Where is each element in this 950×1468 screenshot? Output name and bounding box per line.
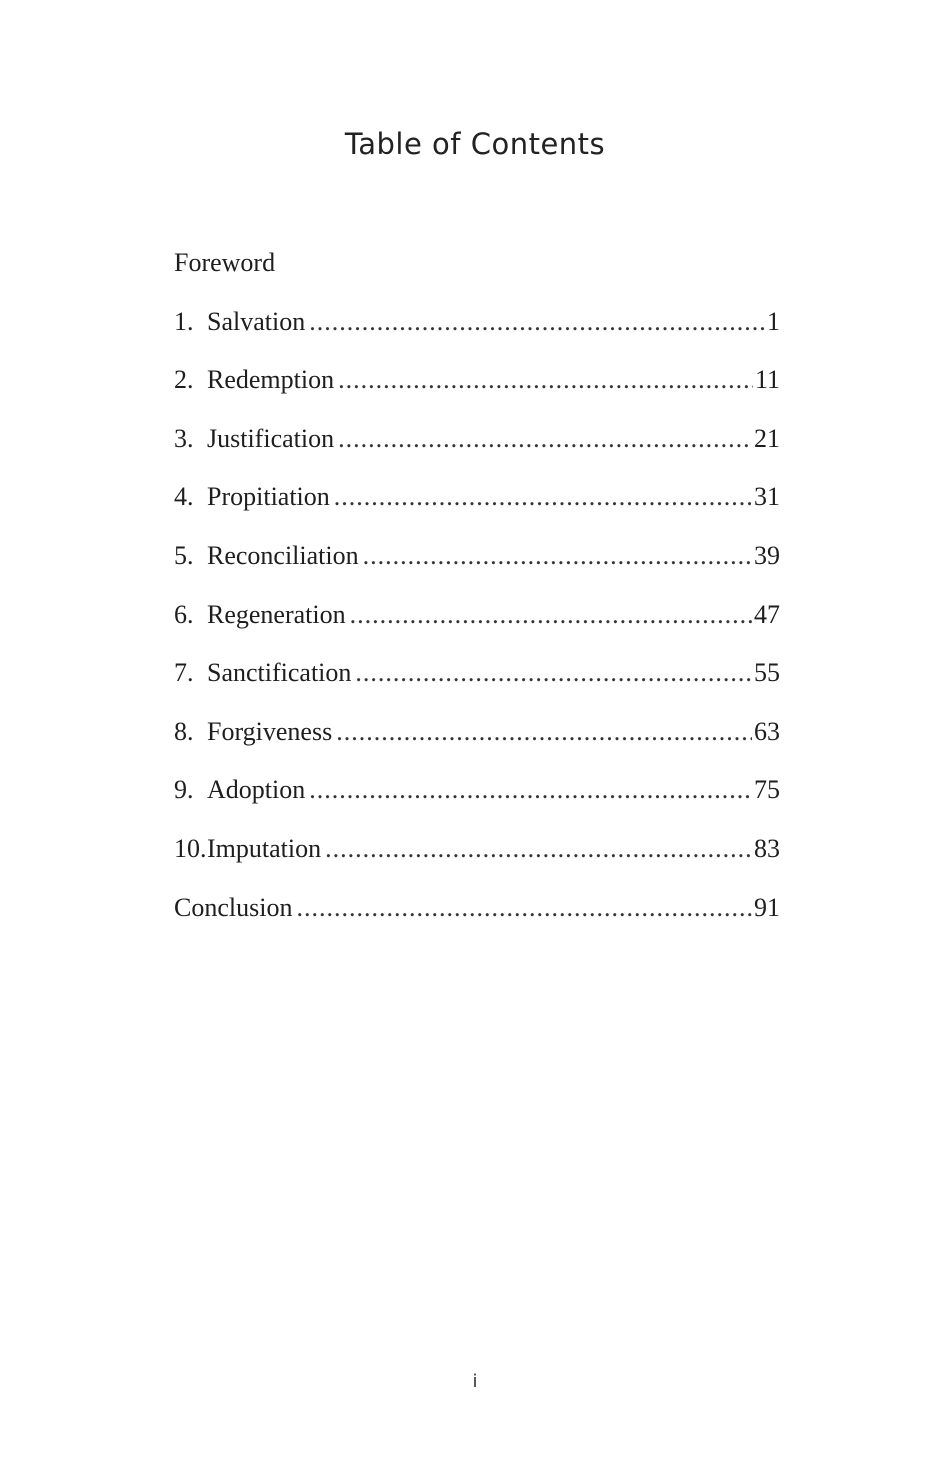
entry-page-number: 1 bbox=[767, 306, 780, 336]
dot-leader bbox=[296, 888, 752, 928]
entry-title: Adoption bbox=[207, 775, 306, 805]
entry-title: Sanctification bbox=[207, 658, 352, 688]
entry-page-number: 31 bbox=[754, 482, 780, 512]
entry-number: 1. bbox=[174, 306, 194, 336]
dot-leader bbox=[309, 302, 765, 342]
toc-entry[interactable] bbox=[174, 536, 780, 595]
entry-page-number: 21 bbox=[754, 423, 780, 453]
entry-title: Propitiation bbox=[207, 482, 330, 512]
page-title: Table of Contents bbox=[344, 127, 606, 161]
toc-entry[interactable] bbox=[174, 595, 780, 654]
page-number: i bbox=[472, 1371, 478, 1392]
entry-page-number: 75 bbox=[754, 775, 780, 805]
dot-leader bbox=[334, 477, 752, 517]
entry-number: 10. bbox=[174, 833, 207, 863]
dot-leader bbox=[336, 712, 752, 752]
entry-page-number: 11 bbox=[754, 365, 780, 395]
entry-title: Reconciliation bbox=[207, 540, 359, 570]
entry-page-number: 47 bbox=[754, 599, 780, 629]
toc-entry[interactable] bbox=[174, 770, 780, 829]
entry-number: 8. bbox=[174, 716, 194, 746]
entry-page-number: 83 bbox=[754, 833, 780, 863]
entry-title: Imputation bbox=[207, 833, 322, 863]
entry-number: 4. bbox=[174, 482, 194, 512]
entry-number: 6. bbox=[174, 599, 194, 629]
toc-entry[interactable] bbox=[174, 477, 780, 536]
toc-entry[interactable] bbox=[174, 360, 780, 419]
entry-title: Justification bbox=[207, 423, 335, 453]
entry-title: Conclusion bbox=[174, 892, 293, 922]
toc-entry[interactable] bbox=[174, 243, 780, 302]
entry-page-number: 91 bbox=[754, 892, 780, 922]
entry-page-number: 63 bbox=[754, 716, 780, 746]
dot-leader bbox=[355, 653, 752, 693]
toc-entry[interactable] bbox=[174, 419, 780, 478]
entry-number: 2. bbox=[174, 365, 194, 395]
entry-page-number: 55 bbox=[754, 658, 780, 688]
entry-number: 3. bbox=[174, 423, 194, 453]
toc-entry[interactable] bbox=[174, 712, 780, 771]
dot-leader bbox=[325, 829, 752, 869]
entry-title: Salvation bbox=[207, 306, 306, 336]
entry-title: Foreword bbox=[174, 248, 276, 277]
entry-title: Redemption bbox=[207, 365, 335, 395]
toc-entry[interactable] bbox=[174, 829, 780, 888]
toc-entry[interactable] bbox=[174, 653, 780, 712]
toc-entry[interactable] bbox=[174, 302, 780, 361]
dot-leader bbox=[338, 419, 752, 459]
entry-title: Forgiveness bbox=[207, 716, 333, 746]
entry-number: 9. bbox=[174, 775, 194, 805]
entry-number: 5. bbox=[174, 540, 194, 570]
entry-page-number: 39 bbox=[754, 540, 780, 570]
entry-title: Regeneration bbox=[207, 599, 346, 629]
dot-leader bbox=[309, 770, 752, 810]
dot-leader bbox=[338, 360, 753, 400]
table-of-contents bbox=[174, 243, 780, 946]
entry-number: 7. bbox=[174, 658, 194, 688]
dot-leader bbox=[350, 595, 752, 635]
toc-entry[interactable] bbox=[174, 888, 780, 947]
dot-leader bbox=[363, 536, 752, 576]
